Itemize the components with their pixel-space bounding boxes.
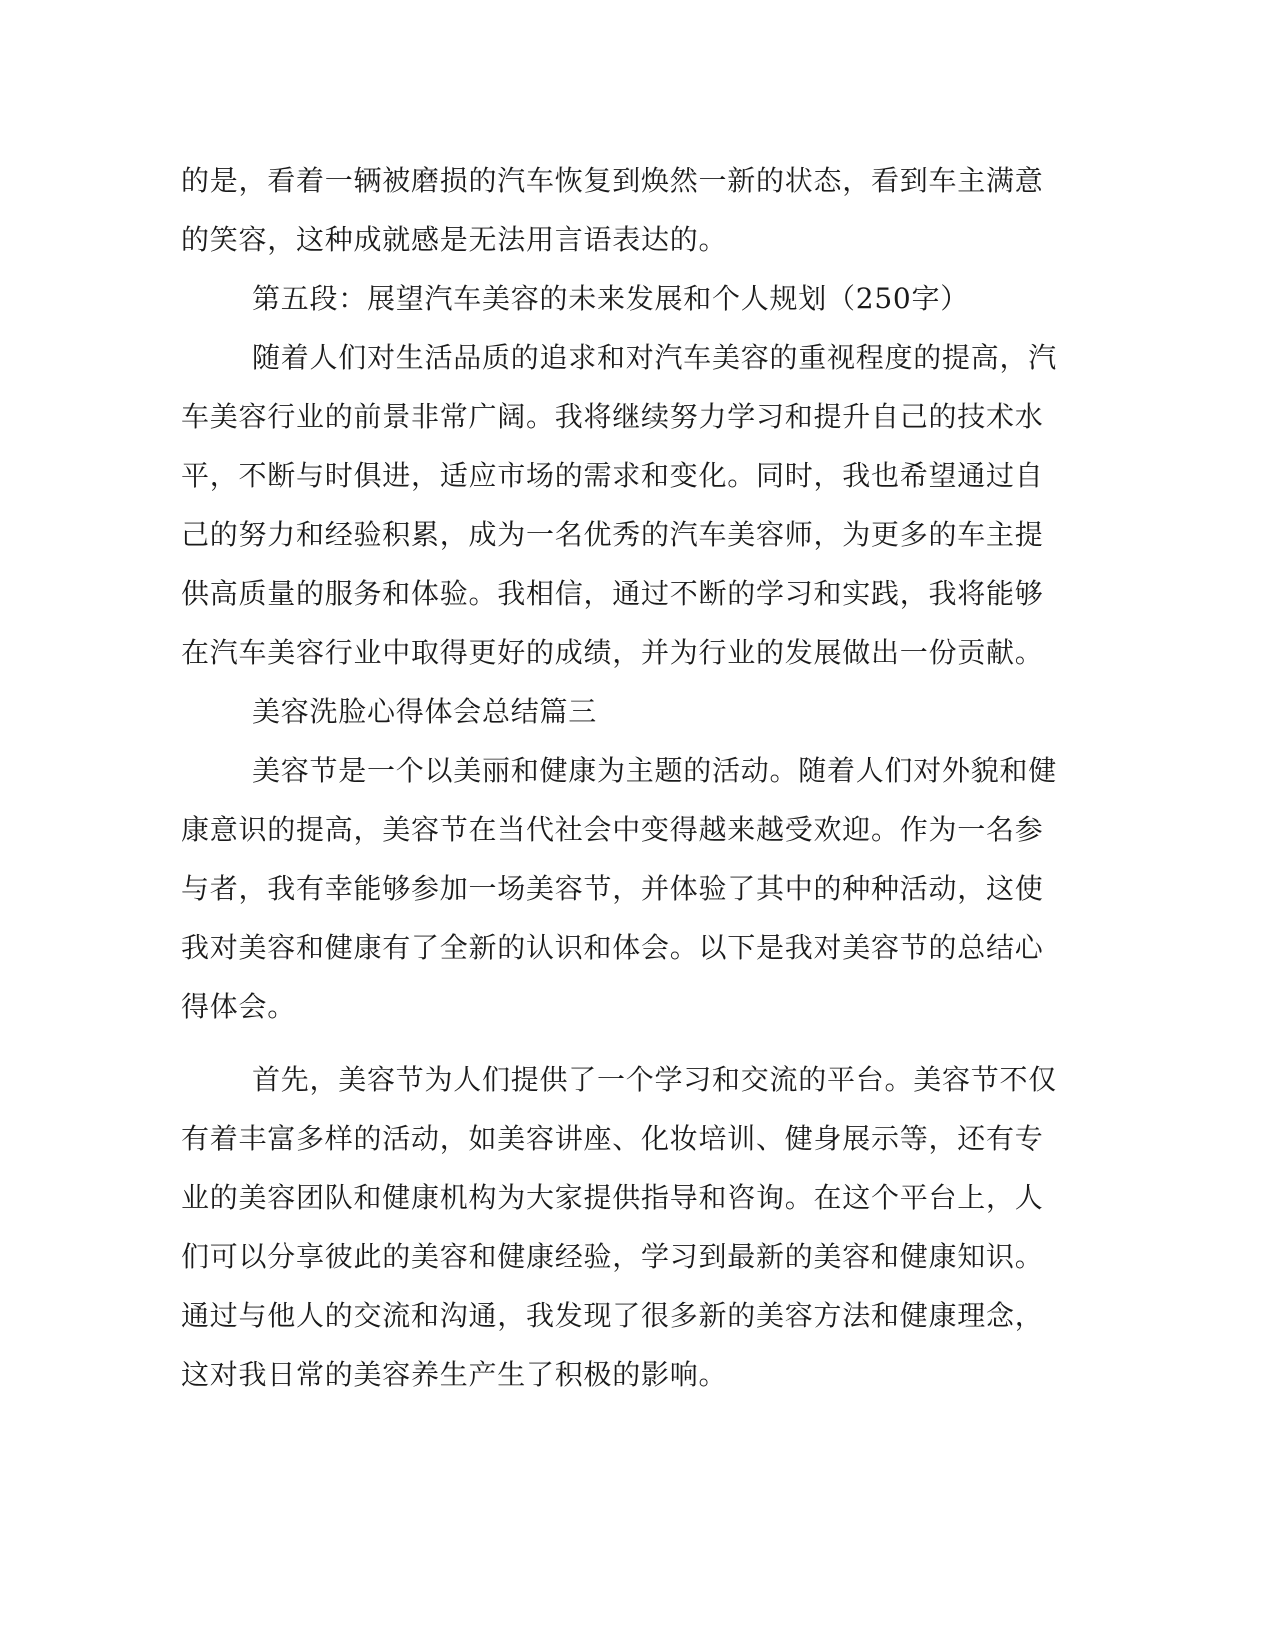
text-line: 得体会。 xyxy=(181,990,297,1023)
text-line: 的是，看着一辆被磨损的汽车恢复到焕然一新的状态，看到车主满意 xyxy=(181,164,1044,197)
text-line: 通过与他人的交流和沟通，我发现了很多新的美容方法和健康理念， xyxy=(181,1299,1044,1332)
text-line: 康意识的提高，美容节在当代社会中变得越来越受欢迎。作为一名参 xyxy=(181,813,1044,846)
text-line: 在汽车美容行业中取得更好的成绩，并为行业的发展做出一份贡献。 xyxy=(181,636,1044,669)
text-line: 首先，美容节为人们提供了一个学习和交流的平台。美容节不仅 xyxy=(252,1063,1058,1096)
text-line: 美容节是一个以美丽和健康为主题的活动。随着人们对外貌和健 xyxy=(252,754,1058,787)
text-line: 的笑容，这种成就感是无法用言语表达的。 xyxy=(181,223,728,256)
section-heading: 第五段：展望汽车美容的未来发展和个人规划（250字） xyxy=(252,282,969,315)
text-line: 车美容行业的前景非常广阔。我将继续努力学习和提升自己的技术水 xyxy=(181,400,1044,433)
text-line: 与者，我有幸能够参加一场美容节，并体验了其中的种种活动，这使 xyxy=(181,872,1044,905)
document-body xyxy=(181,156,1058,1409)
text-line: 随着人们对生活品质的追求和对汽车美容的重视程度的提高，汽 xyxy=(252,341,1058,374)
text-line: 平，不断与时俱进，适应市场的需求和变化。同时，我也希望通过自 xyxy=(181,459,1044,492)
article-title: 美容洗脸心得体会总结篇三 xyxy=(252,695,598,728)
text-line: 这对我日常的美容养生产生了积极的影响。 xyxy=(181,1358,728,1391)
text-line: 我对美容和健康有了全新的认识和体会。以下是我对美容节的总结心 xyxy=(181,931,1044,964)
text-line: 们可以分享彼此的美容和健康经验，学习到最新的美容和健康知识。 xyxy=(181,1240,1044,1273)
text-line: 供高质量的服务和体验。我相信，通过不断的学习和实践，我将能够 xyxy=(181,577,1044,610)
text-line: 有着丰富多样的活动，如美容讲座、化妆培训、健身展示等，还有专 xyxy=(181,1122,1044,1155)
text-line: 业的美容团队和健康机构为大家提供指导和咨询。在这个平台上，人 xyxy=(181,1181,1044,1214)
text-line: 己的努力和经验积累，成为一名优秀的汽车美容师，为更多的车主提 xyxy=(181,518,1044,551)
